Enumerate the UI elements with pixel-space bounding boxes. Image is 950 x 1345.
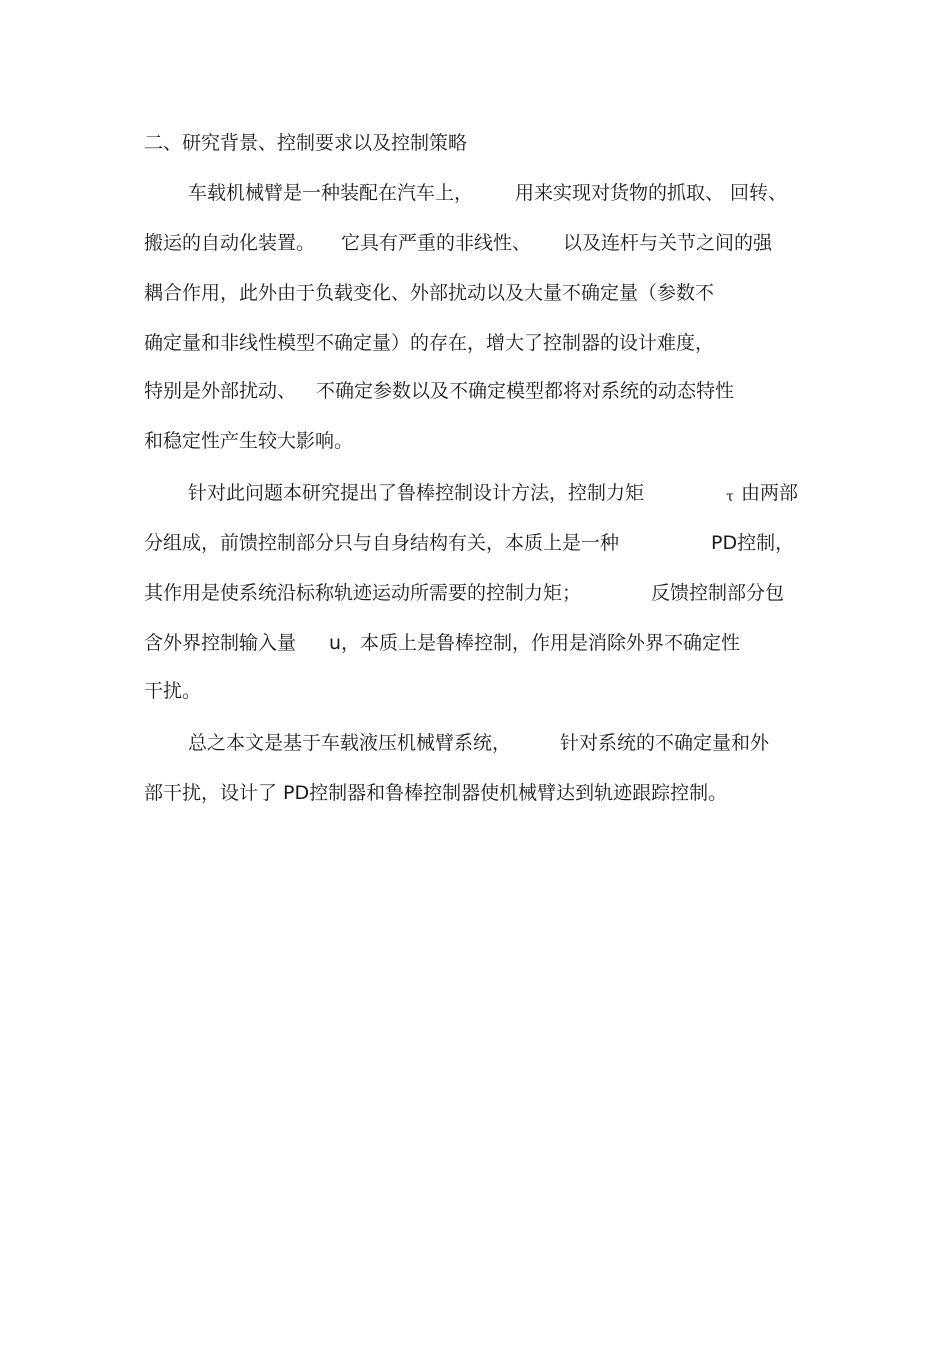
text-segment: 由两部 [741,482,799,504]
text-segment: 针对此问题本研究提出了鲁棒控制设计方法，控制力矩 [188,482,645,504]
text-segment: 其作用是使系统沿标称轨迹运动所需要的控制力矩； [144,582,582,604]
text-segment: 确定量和非线性模型不确定量）的存在，增大了控制器的设计难度， [144,332,715,354]
text-segment: u，本质上是鲁棒控制，作用是消除外界不确定性 [329,632,741,654]
text-segment: 特别是外部扰动、 [144,380,297,402]
text-segment: 反馈控制部分包 [651,582,785,604]
text-segment: 干扰。 [144,680,202,702]
text-segment: 搬运的自动化装置。 [144,232,316,254]
text-segment: 用来实现对货物的抓取、 回转、 [515,182,788,204]
text-segment: PD控制， [711,532,795,554]
text-segment: 车载机械臂是一种装配在汽车上， [188,182,474,204]
text-segment: 以及连杆与关节之间的强 [563,232,773,254]
text-segment: 针对系统的不确定量和外 [560,732,770,754]
text-segment: 部干扰，设计了 PD控制器和鲁棒控制器使机械臂达到轨迹跟踪控制。 [144,782,728,804]
text-segment: 和稳定性产生较大影响。 [144,430,354,452]
text-segment: 总之本文是基于车载液压机械臂系统， [188,732,512,754]
text-segment: 含外界控制输入量 [144,632,297,654]
tau-symbol: τ [726,489,734,505]
text-segment: 不确定参数以及不确定模型都将对系统的动态特性 [316,380,735,402]
text-segment: 它具有严重的非线性、 [341,232,532,254]
heading-text: 二、研究背景、控制要求以及控制策略 [144,132,468,154]
text-segment: 分组成，前馈控制部分只与自身结构有关，本质上是一种 [144,532,620,554]
text-segment: 耦合作用，此外由于负载变化、外部扰动以及大量不确定量（参数不 [144,282,715,304]
